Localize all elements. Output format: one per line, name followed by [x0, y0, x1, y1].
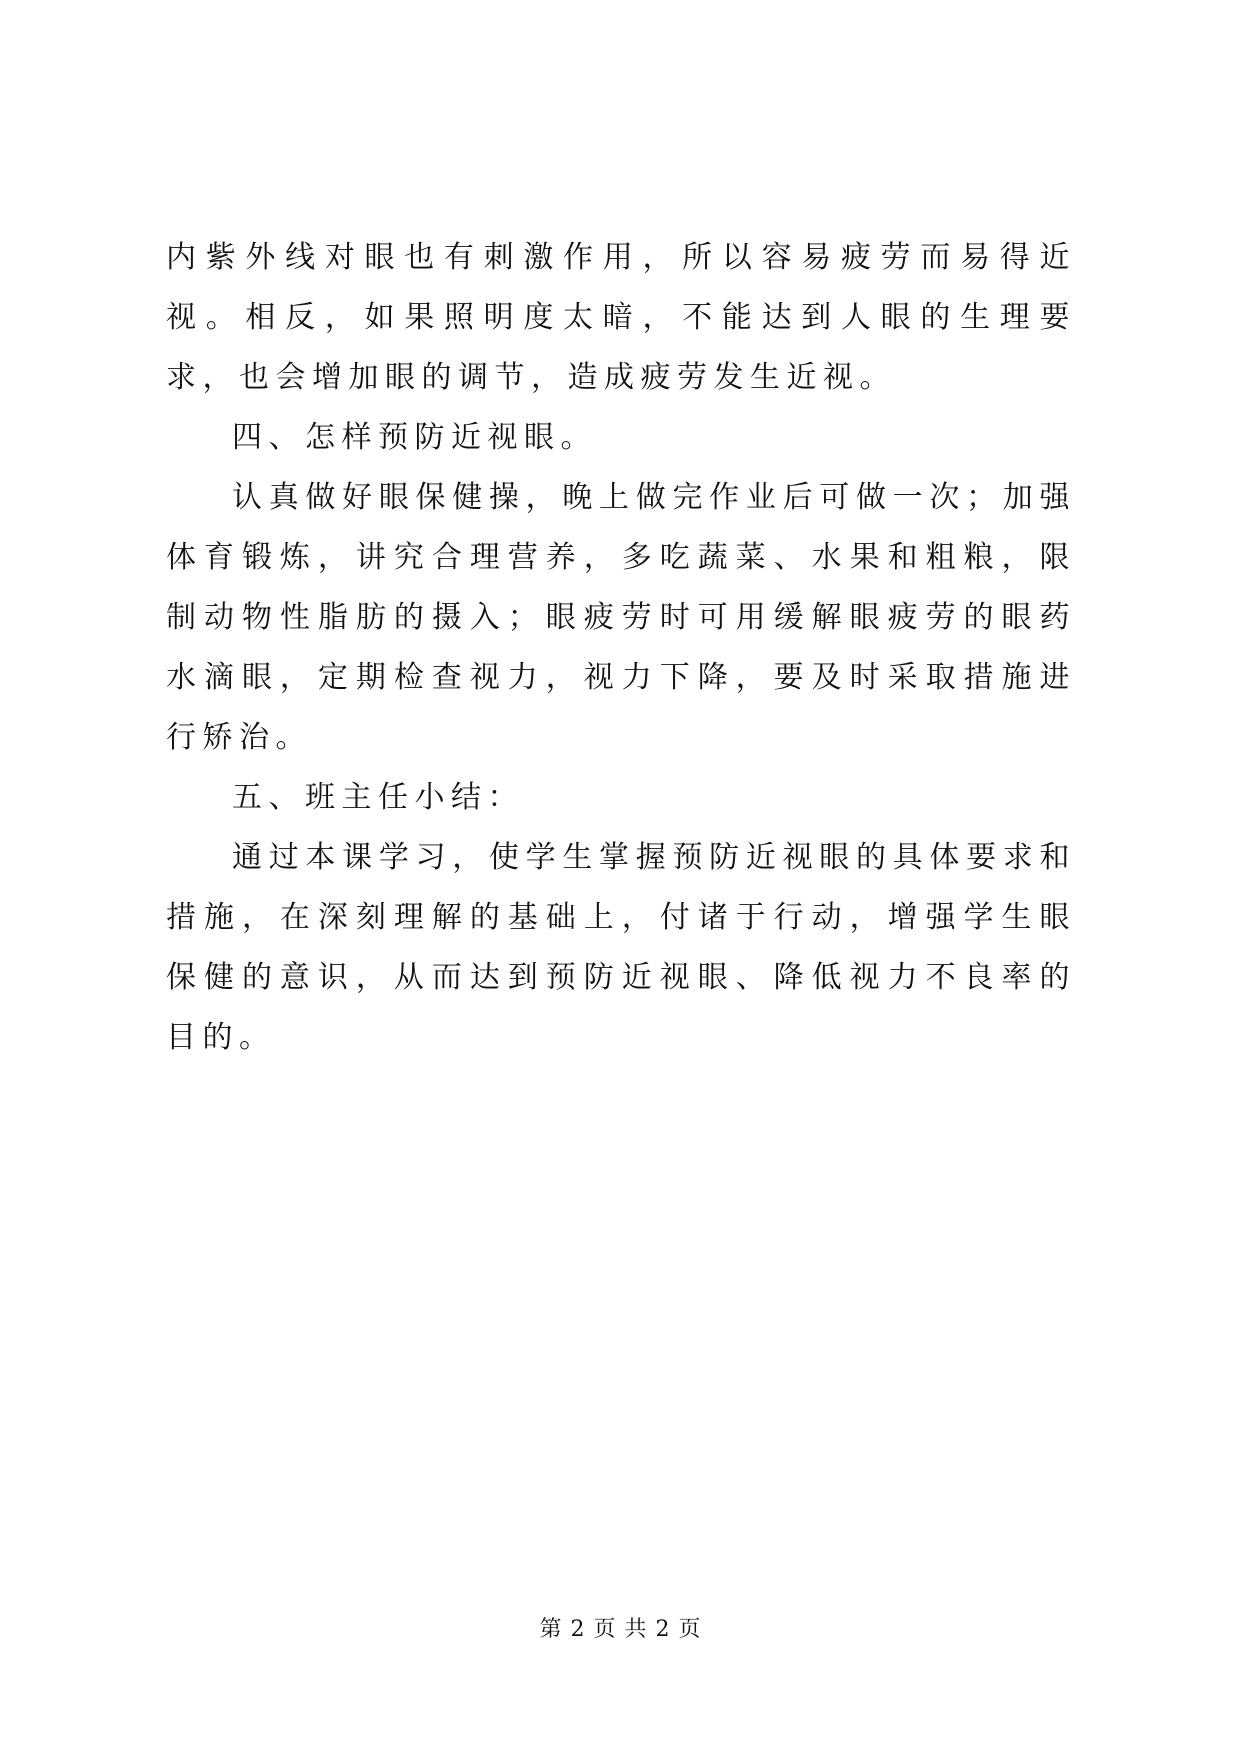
paragraph-prevention-measures: 认真做好眼保健操，晚上做完作业后可做一次；加强体育锻炼，讲究合理营养，多吃蔬菜、水果和粗粮，限制动物性脂肪的摄入；眼疲劳时可用缓解眼疲劳的眼药水滴眼，定期检查视力，视力下降，要及时采取措施进行矫治。 — [166, 480, 1076, 755]
paragraph-continuation: 内紫外线对眼也有刺激作用，所以容易疲劳而易得近视。相反，如果照明度太暗，不能达到人眼的生理要求，也会增加眼的调节，造成疲劳发生近视。 — [166, 240, 1076, 395]
section-heading-prevention: 四、怎样预防近视眼。 — [232, 420, 597, 455]
paragraph-summary: 通过本课学习，使学生掌握预防近视眼的具体要求和措施，在深刻理解的基础上，付诸于行动，增强学生眼保健的意识，从而达到预防近视眼、降低视力不良率的目的。 — [166, 840, 1076, 1055]
page-footer: 第 2 页 共 2 页 — [539, 1617, 702, 1642]
section-heading-summary: 五、班主任小结： — [232, 780, 524, 815]
document-body — [166, 228, 1076, 1068]
